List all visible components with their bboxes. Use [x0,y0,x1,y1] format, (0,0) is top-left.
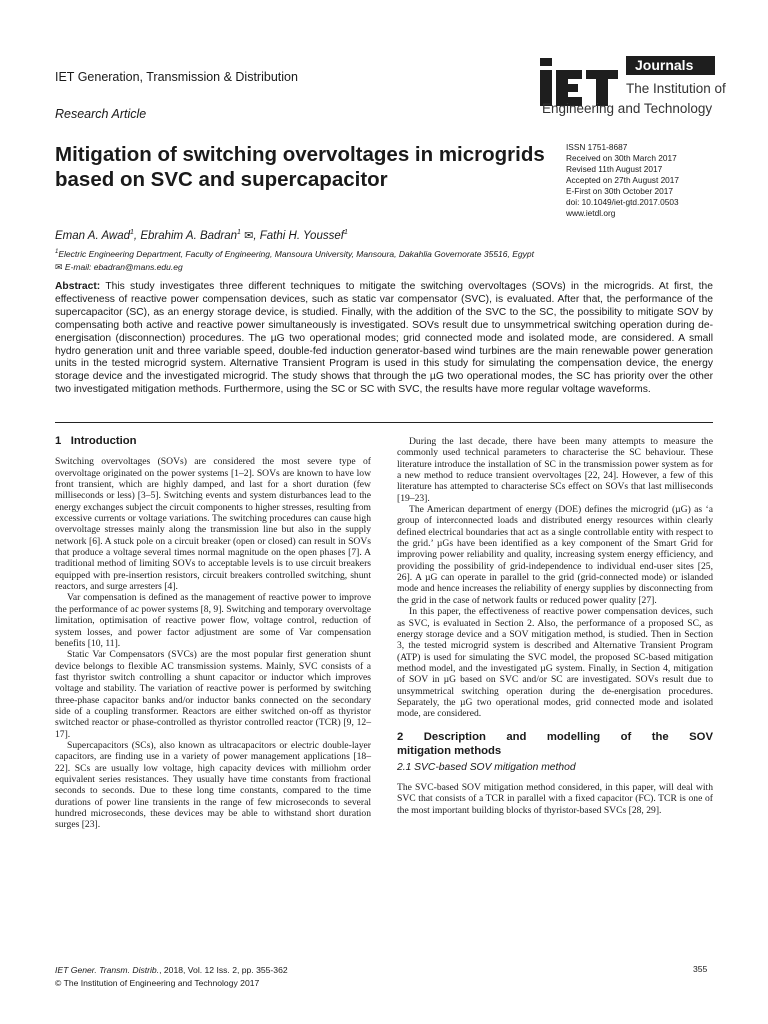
author-sup: 1 [130,229,134,237]
paragraph: The SVC-based SOV mitigation method considered, in this paper, will deal with SVC that consists of a TCR in parallel with a fixed capacitor (FC). TCR is one of the most important building blocks of thyristor-based SVCs [28, 29]. [397,781,713,816]
section-heading [397,730,713,758]
paragraph: Var compensation is defined as the management of reactive power to improve the performance of ac power systems [8, 9]. Switching and temporary overvoltage limitation, optimisation of reactive power flow, voltage control, reduction of system losses, and power factor adjustment are some of Var compensation benefits [10, 11]. [55,592,371,649]
paragraph: Supercapacitors (SCs), also known as ultracapacitors or electric double-layer capacitors, are finding use in a variety of power management applications [18–22]. SCs are usually low voltage, high capacity devices with milliohm order equivalent series resistances. They usually have time constants from fractional seconds to seconds. Due to these long time constants, compared to the time durations of power line transients in the range of few microseconds to several hundred microseconds, these devices may be able to withstand short duration surges [23]. [55,739,371,831]
divider [55,422,713,423]
paper-title: Mitigation of switching overvoltages in microgrids based on SVC and supercapacitor [55,143,545,191]
footer-journal: IET Gener. Transm. Distrib. [55,965,160,975]
paragraph: In this paper, the effectiveness of reactive power compensation devices, such as SVC, is evaluated in Section 2. Also, the performance of a proposed SC, as energy storage device and a SOV mitigation method, is studied. Then in Section 3, the tested microgrid system is described and Alternative Transient Program (ATP) is used for simulating the SVC model, the proposed SC-based mitigation method model, and the investigated µG system. Finally, in Section 4, mitigation of SOV in µG based on SVC and/or SC are investigated. SOVs result due to unsymmetrical switching operation during the de-energisation procedures. Separately, the µG two operational modes, grid connected mode and isolated mode, are considered. [397,606,713,720]
journal-name: IET Generation, Transmission & Distribution [55,70,298,84]
subsection-heading: 2.1 SVC-based SOV mitigation method [397,761,576,773]
paragraph: Static Var Compensators (SVCs) are the most popular first generation shunt device belongs to flexible AC transmission systems. Mainly, SVC consists of a fast thyristor switch controlling a shunt capacitor or inductor which improves voltage and stability. The variation of reactive power is performed by switching three-phase capacitor banks and/or inductor banks connected on the secondary side of a coupling transformer. Reactors are either switched on-off as thyristor switched reactor or phase-controlled as thyristor controlled reactor (TCR) [9, 12–17]. [55,649,371,740]
section-heading-line2: mitigation methods [397,744,502,757]
email-text[interactable]: E-mail: ebadran@mans.edu.eg [64,262,183,272]
page-number: 355 [693,964,708,974]
author-list: Eman A. Awad$^1$, Ebrahim A. Badran$^1$ ✉, Fathi H. Youssef$^1$ [55,229,348,242]
body-column-left [55,436,371,831]
author-name: Eman A. Awad [55,230,131,242]
paragraph: The American department of energy (DOE) defines the microgrid (µG) as ‘a group of interconnected loads and distributed energy resources within clearly defined electrical boundaries that act as a single controllable entity with respect to the grid.’ µGs have been identified as a key component of the Smart Grid for improving power reliability and quality, increasing system energy efficiency, and providing the possibility of grid-independence to individual end-user sites [25, 26]. A µG can operate in parallel to the grid (grid-connected mode) or islanded mode and hence increases the reliability of energy supplies by disconnecting from the grid in the case of network faults or reduced power quality [27]. [397,504,713,606]
meta-received: Received on 30th March 2017 [566,153,677,163]
meta-efirst: E-First on 30th October 2017 [566,186,673,196]
meta-revised: Revised 11th August 2017 [566,164,663,174]
affiliation-sup: 1 [55,249,59,256]
paragraph: During the last decade, there have been many attempts to measure the commonly used technical parameters to characterise the SC behaviour. These literature introduce the installation of SC in the transmission power system as for a new method to reduce transient overvoltages [22, 24]. However, a few of this literature has attempted to characterise SCs effect on SOVs that last milliseconds [19–23]. [397,436,713,504]
meta-doi[interactable]: doi: 10.1049/iet-gtd.2017.0503 [566,197,679,207]
affiliation-text: Electric Engineering Department, Faculty of Engineering, Mansoura University, Mansoura, Dakahlia Governorate 35516, Egypt [58,249,534,259]
affiliation [55,249,534,259]
article-meta [566,142,756,219]
abstract [55,281,713,397]
body-column-right [397,436,713,816]
section-heading-line1: 2 Description and modelling of the SOV [397,730,713,743]
meta-website[interactable]: www.ietdl.org [566,208,616,218]
envelope-icon: ✉ [55,262,63,272]
iet-logo [540,56,726,122]
corresponding-email [55,262,183,273]
meta-issn: ISSN 1751-8687 [566,142,628,152]
journals-badge: Journals [626,56,715,75]
section-heading: 1 Introduction [55,435,137,447]
footer-copyright: © The Institution of Engineering and Technology 2017 [55,977,260,988]
envelope-icon: ✉ [244,230,254,242]
institution-line2: Engineering and Technology [542,101,713,116]
footer-citation [55,964,288,989]
paragraph: Switching overvoltages (SOVs) are considered the most severe type of overvoltage originated on the power systems [1–2]. SOVs are known to have low front transient, which are highly damped, and last for a short duration (few milliseconds or less) [3–5]. Switching events and system disturbances lead to the energy exchanges subject the circuit components to higher stresses, resulting from excessive currents or voltage variations. The switching procedures can cause high overvoltage stresses mainly along the transmission line but also in the supply network [6]. A stuck pole on a circuit breaker (open or closed) can result in SOVs that produce a voltage several times normal magnitude on the open phases [7]. A traditional method of limiting SOVs to acceptable levels is to use circuit breakers equipped with pre-insertion resistors, circuit breakers controlled switching, shunt reactors, and surge arresters [4]. [55,456,371,593]
abstract-label: Abstract: [55,281,101,292]
meta-accepted: Accepted on 27th August 2017 [566,175,680,185]
author-sup: 1 [237,229,241,237]
author-name: Fathi H. Youssef [259,230,344,242]
abstract-text: This study investigates three different techniques to mitigate the switching overvoltages (SOVs) in the microgrids. At first, the effectiveness of reactive power compensation devices, such as static var compensator (SVC), is evaluated. After that, the performance of the supercapacitor (SC), as an energy storage device, is studied. Finally, with the addition of the SVC to the SC, the possibility to mitigate SOV by compensating both active and reactive power simultaneously is investigated. SOVs result due to unsymmetrical switching operation during de-energisation (disconnection) procedures. The µG two operational modes; grid connected mode and isolated mode, are considered. A small hydro generation unit and three variable speed, double-fed induction generator-based wind turbines are the main renewable power generation units in the tested microgrid system. Alternative Transient Program is used in this study for simulating the compensation device, the energy storage device and the investigated microgrid. The study shows that through the µG two operational modes, the SC has priority over the other two investigated mitigation methods. Furthermore, using the SC or SC with SVC, the results have more regular voltage waveforms. [55,281,713,396]
author-sup: 1 [343,229,348,237]
footer-volume: , 2018, Vol. 12 Iss. 2, pp. 355-362 [159,965,288,975]
article-type: Research Article [55,107,147,121]
institution-line1: The Institution of [626,81,726,96]
author-name: Ebrahim A. Badran [140,230,238,242]
